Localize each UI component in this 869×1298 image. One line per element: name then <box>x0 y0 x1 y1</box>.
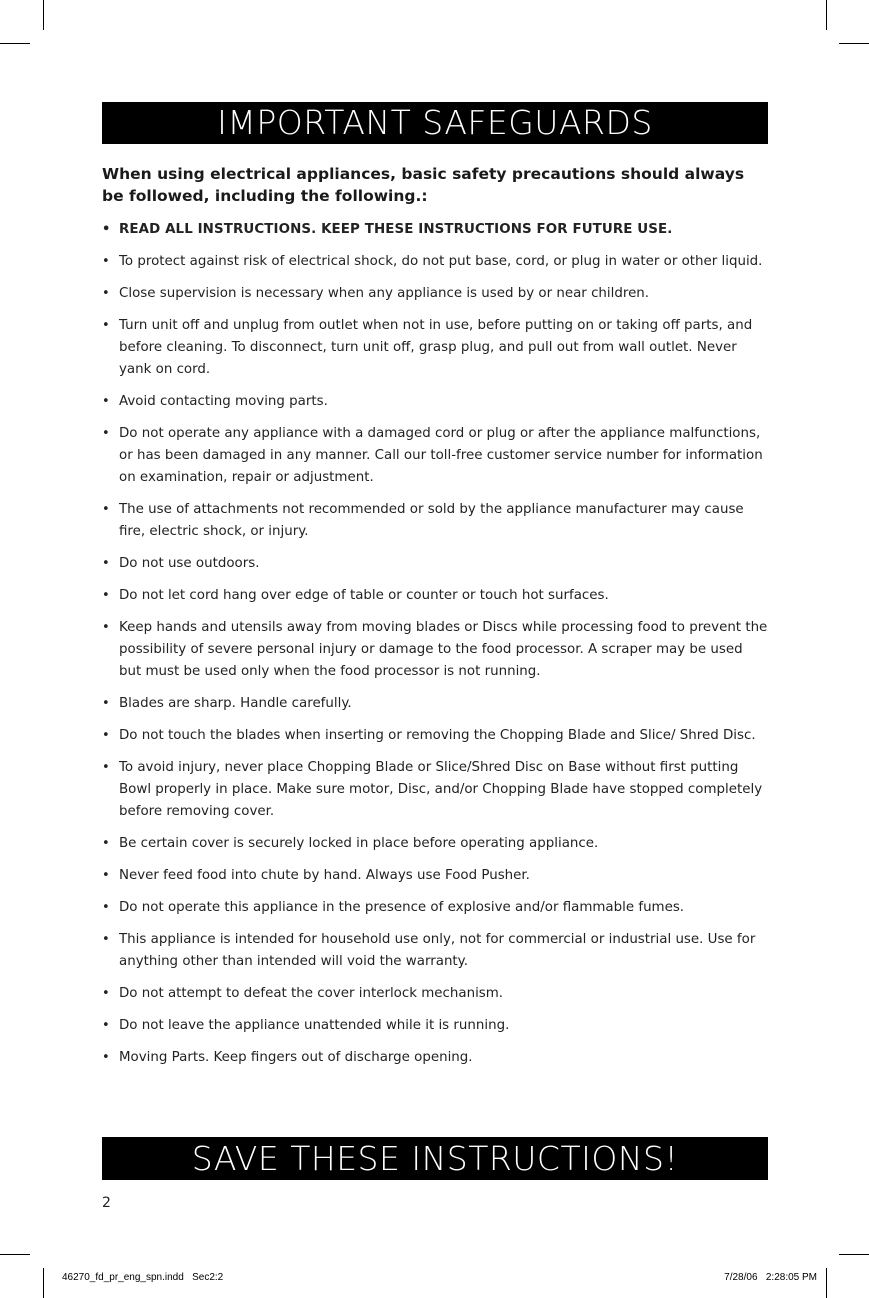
page-number: 2 <box>102 1195 111 1211</box>
print-slug-file: 46270_fd_pr_eng_spn.indd Sec2:2 <box>62 1272 224 1283</box>
header-banner: IMPORTANT SAFEGUARDS <box>102 102 768 144</box>
list-item <box>102 585 768 607</box>
print-slug-timestamp: 7/28/06 2:28:05 PM <box>724 1272 817 1283</box>
bullet-icon: • <box>102 286 110 301</box>
bullet-icon: • <box>102 318 110 333</box>
list-item-text: Close supervision is necessary when any appliance is used by or near children. <box>119 286 650 301</box>
list-item-text: Do not touch the blades when inserting or removing the Chopping Blade and Slice/ Shred Disc. <box>119 728 756 743</box>
bullet-icon: • <box>102 696 110 711</box>
list-item <box>102 617 768 683</box>
list-item-text: Do not use outdoors. <box>119 556 260 571</box>
crop-mark <box>826 1268 827 1298</box>
list-item-text: Moving Parts. Keep fingers out of discharge opening. <box>119 1050 473 1065</box>
list-item <box>102 423 768 489</box>
safeguard-list <box>102 219 768 1079</box>
list-item <box>102 1047 768 1069</box>
list-item-text: Do not operate any appliance with a damaged cord or plug or after the appliance malfunctions, or has been damaged in any manner. Call our toll-free customer service number for information on examination, repair or adjustment. <box>119 426 763 485</box>
intro-text: When using electrical appliances, basic safety precautions should always be followed, including the following.: <box>102 165 745 205</box>
bullet-icon: • <box>102 502 110 517</box>
list-item <box>102 251 768 273</box>
bullet-icon: • <box>102 932 110 947</box>
list-item-text: READ ALL INSTRUCTIONS. KEEP THESE INSTRUCTIONS FOR FUTURE USE. <box>119 222 673 237</box>
list-item-text: Avoid contacting moving parts. <box>119 394 328 409</box>
list-item-text: Turn unit off and unplug from outlet when not in use, before putting on or taking off parts, and before cleaning. To disconnect, turn unit off, grasp plug, and pull out from wall outlet. Never yank on cord. <box>119 318 753 377</box>
list-item <box>102 757 768 823</box>
bullet-icon: • <box>102 760 110 775</box>
list-item-text: Blades are sharp. Handle carefully. <box>119 696 352 711</box>
bullet-icon: • <box>102 394 110 409</box>
crop-mark <box>0 43 30 44</box>
bullet-icon: • <box>102 222 111 237</box>
list-item <box>102 391 768 413</box>
crop-mark <box>0 1254 30 1255</box>
bullet-icon: • <box>102 836 110 851</box>
list-item-text: To protect against risk of electrical shock, do not put base, cord, or plug in water or other liquid. <box>119 254 763 269</box>
crop-mark <box>839 1254 869 1255</box>
bullet-icon: • <box>102 868 110 883</box>
bullet-icon: • <box>102 588 110 603</box>
list-item <box>102 833 768 855</box>
list-item <box>102 499 768 543</box>
crop-mark <box>43 0 44 30</box>
list-item <box>102 219 768 241</box>
crop-mark <box>826 0 827 30</box>
list-item <box>102 983 768 1005</box>
list-item <box>102 725 768 747</box>
list-item <box>102 897 768 919</box>
bullet-icon: • <box>102 620 110 635</box>
bullet-icon: • <box>102 728 110 743</box>
bullet-icon: • <box>102 426 110 441</box>
bullet-icon: • <box>102 1050 110 1065</box>
list-item <box>102 929 768 973</box>
list-item-text: Do not let cord hang over edge of table or counter or touch hot surfaces. <box>119 588 609 603</box>
list-item-text: Do not leave the appliance unattended while it is running. <box>119 1018 510 1033</box>
list-item-text: Never feed food into chute by hand. Always use Food Pusher. <box>119 868 530 883</box>
list-item-text: This appliance is intended for household use only, not for commercial or industrial use. Use for anything other than intended will void the warranty. <box>119 932 756 969</box>
list-item-text: Do not attempt to defeat the cover interlock mechanism. <box>119 986 504 1001</box>
list-item <box>102 865 768 887</box>
footer-banner: SAVE THESE INSTRUCTIONS! <box>102 1137 768 1180</box>
list-item-text: Be certain cover is securely locked in place before operating appliance. <box>119 836 599 851</box>
bullet-icon: • <box>102 986 110 1001</box>
bullet-icon: • <box>102 556 110 571</box>
bullet-icon: • <box>102 254 110 269</box>
list-item-text: The use of attachments not recommended or sold by the appliance manufacturer may cause fire, electric shock, or injury. <box>119 502 744 539</box>
bullet-icon: • <box>102 1018 110 1033</box>
list-item <box>102 693 768 715</box>
crop-mark <box>839 43 869 44</box>
list-item-text: Keep hands and utensils away from moving blades or Discs while processing food to prevent the possibility of severe personal injury or damage to the food processor. A scraper may be used but must be used only when the food processor is not running. <box>119 620 768 679</box>
list-item <box>102 283 768 305</box>
list-item-text: Do not operate this appliance in the presence of explosive and/or flammable fumes. <box>119 900 685 915</box>
bullet-icon: • <box>102 900 110 915</box>
list-item <box>102 1015 768 1037</box>
crop-mark <box>43 1268 44 1298</box>
list-item <box>102 315 768 381</box>
list-item-text: To avoid injury, never place Chopping Blade or Slice/Shred Disc on Base without first putting Bowl properly in place. Make sure motor, Disc, and/or Chopping Blade have stopped completely before removing cover. <box>119 760 763 819</box>
list-item <box>102 553 768 575</box>
